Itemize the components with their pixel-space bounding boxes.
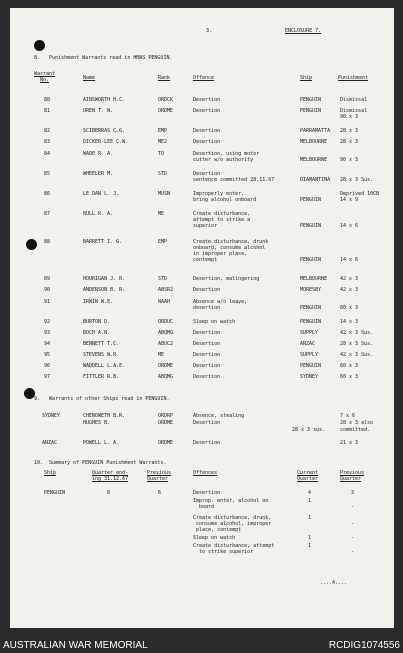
- offence-line: Desertion: [193, 341, 221, 347]
- punishment-line: 28 x 3: [340, 128, 359, 134]
- punishment-line: 14 x 3: [340, 319, 359, 325]
- ship-name: SUPPLY: [300, 330, 319, 336]
- sailor-rank: EMP: [158, 239, 168, 245]
- col-previous-1: Previous: [147, 470, 172, 476]
- sec9-name: POWELL L. A.: [83, 440, 120, 446]
- col-warrant-no: No.: [40, 77, 50, 83]
- ship-name: PENGUIN: [300, 305, 322, 311]
- punishment-line: 14 x 9: [340, 197, 359, 203]
- section-9-heading: 9. Warrants of other Ships read in PENGUIN.: [34, 396, 170, 402]
- sec9-name: CHENOWETH B.R.: [83, 413, 126, 419]
- ship-name: PENGUIN: [300, 108, 322, 114]
- offence-line: sentence committed 28.11.67: [193, 177, 275, 183]
- sec9-name: HUGHES B.: [83, 420, 111, 426]
- sailor-rank: ABSR2: [158, 287, 174, 293]
- summary-current: 4: [308, 490, 312, 496]
- summary-offence-line: Create disturbance, drunk,: [193, 515, 272, 521]
- summary-offence-line: Improp. enter, alcohol on: [193, 498, 269, 504]
- footer-bar: [0, 637, 403, 653]
- col-rank: Rank: [158, 75, 171, 81]
- ship-name: SYDNEY: [300, 374, 319, 380]
- sailor-rank: EMP: [158, 128, 168, 134]
- punishment-line: 60 x 3: [340, 363, 359, 369]
- summary-current: 1: [308, 543, 312, 549]
- ship-name: MELBOURNE: [300, 276, 328, 282]
- warrant-no: 81: [44, 108, 51, 114]
- summary-offence-line: place, contempt: [193, 527, 242, 533]
- offence-line: cutter w/o authority: [193, 157, 254, 163]
- sailor-rank: ME: [158, 211, 165, 217]
- sailor-rank: ORDME: [158, 108, 174, 114]
- col-prev-quarter-2: Quarter: [340, 476, 362, 482]
- offence-line: Desertion: [193, 171, 221, 177]
- sec9-committed: committed.: [340, 427, 371, 433]
- punishment-line: 60 x 3: [340, 305, 359, 311]
- sec9-rank: ORDME: [158, 440, 174, 446]
- sailor-name: HOURIGAN J. R.: [83, 276, 126, 282]
- summary-prev-quarter: -: [351, 521, 355, 527]
- punishment-line: 90 x 3: [340, 157, 359, 163]
- offence-line: Desertion: [193, 139, 221, 145]
- warrant-no: 96: [44, 363, 51, 369]
- sailor-name: WADDELL L.A.E.: [83, 363, 126, 369]
- warrant-no: 92: [44, 319, 51, 325]
- punishment-line: 42 x 3: [340, 287, 359, 293]
- warrant-no: 90: [44, 287, 51, 293]
- ship-name: PENGUIN: [300, 363, 322, 369]
- punishment-line: 28 x 3 Sus.: [340, 177, 374, 183]
- ship-name: DIAMANTINA: [300, 177, 331, 183]
- sailor-name: SCIBERRAS C.G.: [83, 128, 126, 134]
- sailor-name: IRWIN W.E.: [83, 299, 114, 305]
- col-previous-2: Quarter: [147, 476, 169, 482]
- footer-id: RCDIG1074556: [328, 640, 400, 651]
- ship-name: MELBOURNE: [300, 157, 328, 163]
- summary-offence-line: board: [193, 504, 215, 510]
- offence-line: Create disturbance, drunk: [193, 239, 269, 245]
- ship-name: PARRAMATTA: [300, 128, 331, 134]
- col-current-2: Quarter: [297, 476, 319, 482]
- sailor-rank: ABQMG: [158, 330, 174, 336]
- enclosure-label: ENCLOSURE 7.: [285, 28, 322, 34]
- punishment-line: Dismissal: [340, 108, 368, 114]
- offence-line: Desertion: [193, 128, 221, 134]
- offence-line: onboard, consume alcohol: [193, 245, 266, 251]
- sailor-name: AINSWORTH H.C.: [83, 97, 126, 103]
- sailor-name: BARRETT I. G.: [83, 239, 123, 245]
- sailor-rank: ABQMG: [158, 374, 174, 380]
- sailor-rank: ME2: [158, 139, 168, 145]
- sailor-name: UREN T. W.: [83, 108, 114, 114]
- summary-current: 1: [308, 498, 312, 504]
- col-current-1: Current: [297, 470, 319, 476]
- offence-line: Sleep on watch: [193, 319, 236, 325]
- sailor-rank: TO: [158, 151, 165, 157]
- summary-quarter: 8: [107, 490, 111, 496]
- punishment-line: 90 x 3: [340, 114, 359, 120]
- offence-line: in improper place,: [193, 251, 248, 257]
- punishment-line: 42 x 3 Sus.: [340, 352, 374, 358]
- punishment-line: 42 x 3 Sus.: [340, 330, 374, 336]
- section-8-heading: 8. Punishment Warrants read in HMAS PENGUIN.: [34, 55, 173, 61]
- summary-offence-line: to strike superior: [193, 549, 254, 555]
- punishment-line: 28 x 3 Sus.: [340, 341, 374, 347]
- sailor-name: BULL R. A.: [83, 211, 114, 217]
- punch-hole: [34, 40, 45, 51]
- sec9-punishment: 7 x 6: [340, 413, 356, 419]
- offence-line: Desertion: [193, 352, 221, 358]
- col-name: Name: [83, 75, 96, 81]
- punishment-line: 60 x 3: [340, 374, 359, 380]
- warrant-no: 86: [44, 191, 51, 197]
- summary-prev-quarter: 3: [351, 490, 355, 496]
- offence-line: Absence w/o leave,: [193, 299, 248, 305]
- offence-line: bring alcohol onboard: [193, 197, 257, 203]
- summary-offence-line: Create disturbance, attempt: [193, 543, 275, 549]
- offence-line: Desertion, using motor: [193, 151, 260, 157]
- warrant-no: 97: [44, 374, 51, 380]
- summary-offence-line: consume alcohol, improper: [193, 521, 272, 527]
- punishment-line: 42 x 3: [340, 276, 359, 282]
- ship-name: PENGUIN: [300, 97, 322, 103]
- summary-prev-quarter: -: [351, 549, 355, 555]
- punch-hole: [26, 239, 37, 250]
- ship-name: SUPPLY: [300, 352, 319, 358]
- summary-current: 1: [308, 535, 312, 541]
- ship-name: ANZAC: [300, 341, 316, 347]
- warrant-no: 91: [44, 299, 51, 305]
- ship-name: PENGUIN: [300, 257, 322, 263]
- summary-ship: PENGUIN: [44, 490, 66, 496]
- sec9-ship-anzac: ANZAC: [42, 440, 58, 446]
- warrant-no: 93: [44, 330, 51, 336]
- col-offences: Offences: [193, 470, 218, 476]
- sailor-rank: ORDUC: [158, 319, 174, 325]
- col-warrant: Warrant: [34, 71, 56, 77]
- col-ship: Ship: [44, 470, 57, 476]
- page-number: 3.: [206, 28, 213, 34]
- col-offence: Offence: [193, 75, 215, 81]
- sailor-rank: ORDME: [158, 363, 174, 369]
- summary-previous: 6: [158, 490, 162, 496]
- warrant-no: 87: [44, 211, 51, 217]
- offence-line: Desertion: [193, 374, 221, 380]
- col-punishment: Punishment: [338, 75, 369, 81]
- offence-line: desertion: [193, 305, 221, 311]
- sailor-name: BOCH A.N.: [83, 330, 111, 336]
- sec9-suspended: 28 x 3 sus.: [292, 427, 326, 433]
- sailor-rank: ABUC2: [158, 341, 174, 347]
- warrant-no: 84: [44, 151, 51, 157]
- ship-name: MELBOURNE: [300, 139, 328, 145]
- sec9-ship-sydney: SYDNEY: [42, 413, 61, 419]
- sec9-offence: Desertion: [193, 440, 221, 446]
- summary-current: 1: [308, 515, 312, 521]
- warrant-no: 82: [44, 128, 51, 134]
- sailor-name: LE DAN L. J.: [83, 191, 120, 197]
- sec9-offence: Absence, stealing: [193, 413, 245, 419]
- sailor-name: WHEELER M.: [83, 171, 114, 177]
- col-prev-quarter-1: Previous: [340, 470, 365, 476]
- summary-offence-line: Desertion: [193, 490, 221, 496]
- offence-line: attempt to strike a: [193, 217, 251, 223]
- punishment-line: 14 x 6: [340, 223, 359, 229]
- warrant-no: 89: [44, 276, 51, 282]
- col-quarter-2: ing 31.12.67: [92, 476, 129, 482]
- offence-line: Create disturbance,: [193, 211, 251, 217]
- sec9-rank: ORDRP: [158, 413, 174, 419]
- warrant-no: 80: [44, 97, 51, 103]
- offence-line: Desertion: [193, 330, 221, 336]
- footer-source: AUSTRALIAN WAR MEMORIAL: [3, 640, 148, 651]
- sailor-rank: STD: [158, 171, 168, 177]
- summary-prev-quarter: -: [351, 535, 355, 541]
- offence-line: Desertion: [193, 287, 221, 293]
- punishment-line: Deprived 10CB: [340, 191, 380, 197]
- punishment-line: 28 x 3: [340, 139, 359, 145]
- sailor-name: WADE R. A.: [83, 151, 114, 157]
- sec9-rank: ORDME: [158, 420, 174, 426]
- sailor-rank: NAAH: [158, 299, 171, 305]
- sailor-name: BURTON D.: [83, 319, 111, 325]
- offence-line: Improperly enter,: [193, 191, 245, 197]
- col-quarter-1: Quarter end-: [92, 470, 129, 476]
- warrant-no: 83: [44, 139, 51, 145]
- document-page: [10, 8, 394, 628]
- warrant-no: 95: [44, 352, 51, 358]
- ship-name: PENGUIN: [300, 197, 322, 203]
- sailor-rank: ORDCK: [158, 97, 174, 103]
- offence-line: Desertion: [193, 97, 221, 103]
- punishment-line: 14 x 6: [340, 257, 359, 263]
- continued-marker: ....4....: [320, 580, 348, 586]
- col-ship: Ship: [300, 75, 313, 81]
- sailor-name: STEVENS W.R.: [83, 352, 120, 358]
- sec9-punishment: 21 x 3: [340, 440, 359, 446]
- sailor-name: BENNETT T.C.: [83, 341, 120, 347]
- warrant-no: 85: [44, 171, 51, 177]
- sailor-rank: STD: [158, 276, 168, 282]
- summary-prev-quarter: -: [351, 504, 355, 510]
- sailor-rank: MUSN: [158, 191, 171, 197]
- summary-offence-line: Sleep on watch: [193, 535, 236, 541]
- ship-name: PENGUIN: [300, 223, 322, 229]
- offence-line: Desertion, malingering: [193, 276, 260, 282]
- sailor-name: ANDERSON B. R.: [83, 287, 126, 293]
- warrant-no: 88: [44, 239, 51, 245]
- punishment-line: Dismissal: [340, 97, 368, 103]
- sec9-offence: Desertion: [193, 420, 221, 426]
- sailor-name: DICKER-LEE C.W.: [83, 139, 129, 145]
- section-10-heading: 10. Summary of PENGUIN Punishment Warrants.: [34, 460, 167, 466]
- sailor-rank: ME: [158, 352, 165, 358]
- offence-line: contempt: [193, 257, 218, 263]
- ship-name: PENGUIN: [300, 319, 322, 325]
- sailor-name: FITTLER R.B.: [83, 374, 120, 380]
- offence-line: Desertion: [193, 108, 221, 114]
- offence-line: superior: [193, 223, 218, 229]
- warrant-no: 94: [44, 341, 51, 347]
- ship-name: MORESBY: [300, 287, 322, 293]
- sec9-punishment: 28 x 3 also: [340, 420, 374, 426]
- offence-line: Desertion: [193, 363, 221, 369]
